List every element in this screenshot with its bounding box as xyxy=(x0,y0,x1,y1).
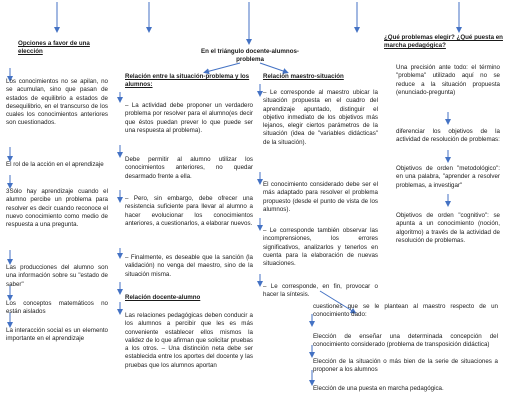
col2b-text: Las relaciones pedagógicas deben conducir a los alumnos a percibir que les es más conveniente establecer ellos mismos la validez de lo que afirman que solicitar pruebas a los otros. – Una distinción neta debe ser establecida entre los aportes del docente y las pruebas que los alumnos aportan xyxy=(125,312,253,369)
bottom-item-2: Elección de enseñar una determinada concepción del conocimiento considerado (problema de transposición didáctica) xyxy=(313,333,498,349)
col3-item-4: – Le corresponde, en fin, provocar o hacer la síntesis. xyxy=(263,283,378,299)
col4-item-1: Una precisión ante todo: el término "problema" utilizado aquí no se reduce a la situación propuesta (enunciado-pregunta) xyxy=(396,64,500,96)
col3-item-3: – Le corresponde también observar las incomprensiones, los errores significativos, analizarlos y tenerlos en cuenta para la elaboración de nuevas situaciones. xyxy=(263,227,378,267)
col4-item-4: Objetivos de orden "cognitivo": se apunta a un conocimiento (noción, algoritmo) a través de la actividad de resolución de problemas. xyxy=(396,212,500,244)
col2-item-1: – La actividad debe proponer un verdadero problema por resolver para el alumno(es decir que éstos puedan prever lo que puede ser una respuesta al problema). xyxy=(125,102,253,134)
col1-item-2: El rol de la acción en el aprendizaje xyxy=(6,161,104,168)
col2-title: Relación entre la situación-problema y los alumnos: xyxy=(125,73,250,89)
bottom-item-4: Elección de una puesta en marcha pedagógica. xyxy=(313,385,444,392)
col3-item-2: El conocimiento considerado debe ser el más adaptado para resolver el problema propuesto (desde el punto de vista de los alumnos). xyxy=(263,181,378,213)
col4-item-2: diferenciar los objetivos de la actividad de resolución de problemas: xyxy=(396,128,500,144)
col3-item-1: – Le corresponde al maestro ubicar la situación propuesta en el cuadro del aprendizaje apuntado, distinguir el objetivo inmediato de los objetivos más lejanos, elegir ciertos parámetros de la situación (idea de "variables didácticas" de la situación). xyxy=(263,89,378,146)
col1-title: Opciones a favor de una elección xyxy=(18,40,90,56)
col4-item-3: Objetivos de orden "metodológico": en una palabra, "aprender a resolver problemas, a investigar" xyxy=(396,165,500,189)
col1-item-1: Los conocimientos no se apilan, no se acumulan, sino que pasan de estados de equilibrio a estados de desequilibrio, en el transcurso de los cuales los conocimientos anteriores son cuestionados. xyxy=(6,78,108,127)
center-title: En el triángulo docente-alumnos-problema xyxy=(201,48,299,64)
col1-item-6: La interacción social es un elemento importante en el aprendizaje xyxy=(6,327,108,343)
col2-item-3: – Pero, sin embargo, debe ofrecer una resistencia suficiente para llevar al alumno a hacer evolucionar los conocimientos anteriores, a cuestionarlos, a elaborar nuevos. xyxy=(125,195,253,227)
col2-item-2: Debe permitir al alumno utilizar los conocimientos anteriores, no quedar desarmado frente a ella. xyxy=(125,156,253,180)
col2-item-4: – Finalmente, es deseable que la sanción (la validación) no venga del maestro, sino de la situación misma. xyxy=(125,254,253,278)
col1-item-4: Las producciones del alumno son una información sobre su "estado de saber" xyxy=(6,264,108,288)
col2b-title: Relación docente-alumno xyxy=(125,294,201,301)
col4-title: ¿Qué problemas elegir? ¿Qué puesta en marcha pedagógica? xyxy=(384,34,503,50)
col1-item-5: Los conceptos matemáticos no están aislados xyxy=(6,300,108,316)
bottom-item-3: Elección de la situación o más bien de la serie de situaciones a proponer a los alumnos xyxy=(313,358,498,374)
col3-title: Relación maestro-situación xyxy=(263,73,344,80)
col1-item-3: 3Sólo hay aprendizaje cuando el alumno percibe un problema para resolver es decir cuando reconoce el nuevo conocimiento como medio de respuesta a una pregunta. xyxy=(6,188,108,228)
bottom-item-1: cuestiones que se le plantean al maestro respecto de un conocimiento dado: xyxy=(313,303,498,319)
